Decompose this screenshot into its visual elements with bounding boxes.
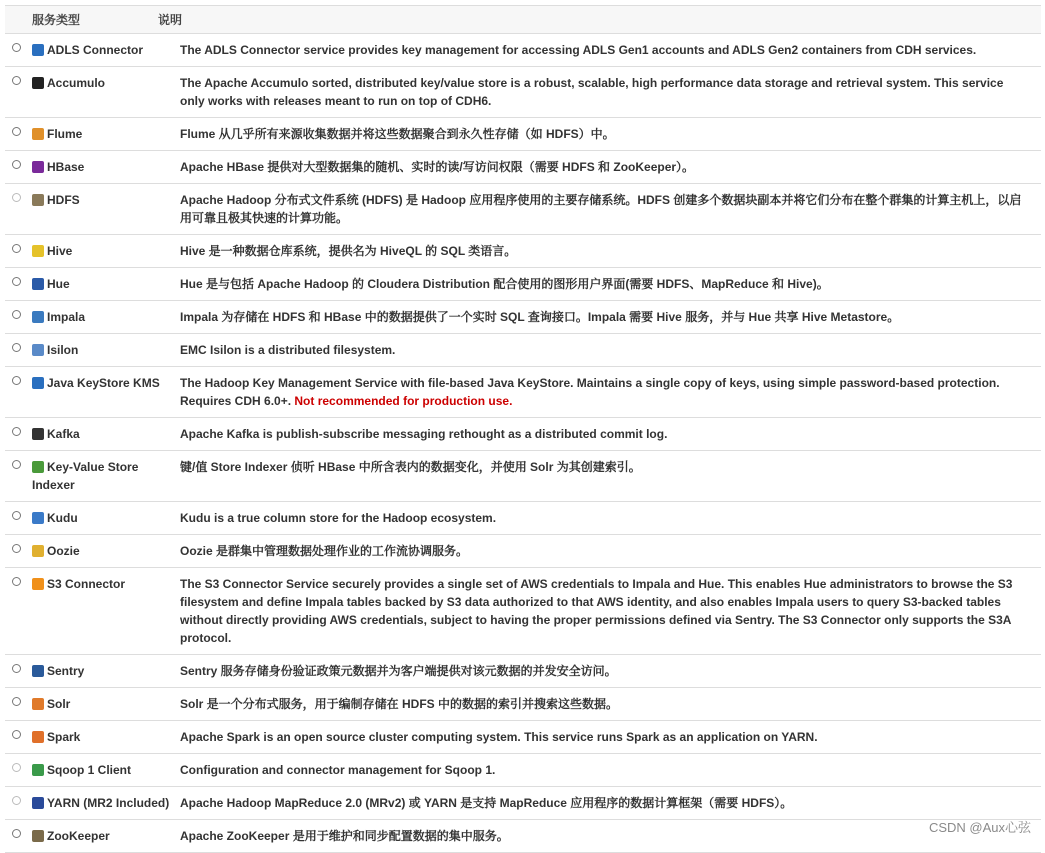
flume-icon [32,128,44,140]
service-name: Kafka [47,427,80,441]
table-header [5,6,1041,34]
table-row[interactable] [5,118,1041,151]
service-name: Hive [47,244,73,258]
table-row[interactable] [5,235,1041,268]
service-name: Oozie [47,544,80,558]
description-text: Hive 是一种数据仓库系统，提供名为 HiveQL 的 SQL 类语言。 [180,244,517,258]
description-text: Apache Hadoop MapReduce 2.0 (MRv2) 或 YARN 是支持 MapReduce 应用程序的数据计算框架（需要 HDFS）。 [180,796,793,810]
description-text: Configuration and connector management for Sqoop 1. [180,763,496,777]
service-radio[interactable] [12,277,21,286]
service-name: YARN (MR2 Included) [47,796,170,810]
table-row[interactable] [5,451,1041,502]
table-row[interactable] [5,151,1041,184]
service-description [180,509,1041,527]
kafka-icon [32,428,44,440]
service-description [180,827,1041,845]
service-description [180,308,1041,326]
description-text: Impala 为存储在 HDFS 和 HBase 中的数据提供了一个实时 SQL 查询接口。Impala 需要 Hive 服务，并与 Hue 共享 Hive Metastore。 [180,310,900,324]
service-name-cell [27,794,180,812]
service-description [180,191,1041,227]
sentry-icon [32,665,44,677]
service-description [180,275,1041,293]
service-radio[interactable] [12,310,21,319]
table-row[interactable] [5,787,1041,820]
service-radio[interactable] [12,511,21,520]
service-name: Isilon [47,343,79,357]
yarn-icon [32,797,44,809]
service-description [180,242,1041,260]
table-row[interactable] [5,34,1041,67]
service-radio[interactable] [12,160,21,169]
hdfs-icon [32,194,44,206]
service-name: HDFS [47,193,80,207]
description-text: Sentry 服务存储身份验证政策元数据并为客户端提供对该元数据的并发安全访问。 [180,664,617,678]
service-rows [5,34,1041,853]
description-text: Apache Spark is an open source cluster computing system. This service runs Spark as an application on YARN. [180,730,818,744]
header-service-type: 服务类型 [32,13,81,27]
description-text: Apache HBase 提供对大型数据集的随机、实时的读/写访问权限（需要 HDFS 和 ZooKeeper）。 [180,160,695,174]
watermark: CSDN @Aux心弦 [928,820,1031,835]
sqoop-icon [32,764,44,776]
solr-icon [32,698,44,710]
zookeeper-icon [32,830,44,842]
service-name-cell [27,308,180,326]
header-description: 说明 [158,13,183,27]
service-name: S3 Connector [47,577,126,591]
service-radio[interactable] [12,544,21,553]
table-row[interactable] [5,268,1041,301]
table-row[interactable] [5,502,1041,535]
service-name: ADLS Connector [47,43,143,57]
kudu-icon [32,512,44,524]
description-text: Apache Kafka is publish-subscribe messaging rethought as a distributed commit log. [180,427,668,441]
description-text: 键/值 Store Indexer 侦听 HBase 中所含表内的数据变化，并使用 Solr 为其创建索引。 [180,460,641,474]
service-description [180,662,1041,680]
table-row[interactable] [5,334,1041,367]
service-name-cell [27,575,180,593]
description-text: Apache ZooKeeper 是用于维护和同步配置数据的集中服务。 [180,829,509,843]
service-radio [12,193,21,202]
service-radio[interactable] [12,730,21,739]
service-description [180,695,1041,713]
service-name-cell [27,341,180,359]
service-name: Key-Value Store Indexer [32,460,139,492]
service-name: Flume [47,127,83,141]
service-name: Accumulo [47,76,106,90]
impala-icon [32,311,44,323]
service-radio[interactable] [12,244,21,253]
table-row[interactable] [5,367,1041,418]
accumulo-icon [32,77,44,89]
service-description [180,158,1041,176]
service-description [180,425,1041,443]
service-description [180,542,1041,560]
table-row[interactable] [5,418,1041,451]
service-name: Hue [47,277,70,291]
description-text: Hue 是与包括 Apache Hadoop 的 Cloudera Distribution 配合使用的图形用户界面(需要 HDFS、MapReduce 和 Hive)。 [180,277,829,291]
description-text: Flume 从几乎所有来源收集数据并将这些数据聚合到永久性存储（如 HDFS）中。 [180,127,615,141]
service-description [180,458,1041,476]
service-table [5,5,1041,853]
table-row[interactable] [5,688,1041,721]
spark-icon [32,731,44,743]
service-radio[interactable] [12,697,21,706]
table-row[interactable] [5,535,1041,568]
service-name-cell [27,242,180,260]
service-name-cell [27,41,180,59]
service-description [180,74,1041,110]
service-description [180,41,1041,59]
isilon-icon [32,344,44,356]
indexer-icon [32,461,44,473]
service-description [180,125,1041,143]
service-description [180,374,1041,410]
service-name-cell [27,425,180,443]
service-radio[interactable] [12,127,21,136]
service-name-cell [27,374,180,392]
service-radio[interactable] [12,427,21,436]
table-row[interactable] [5,721,1041,754]
table-row[interactable] [5,301,1041,334]
table-row[interactable] [5,754,1041,787]
description-text: EMC Isilon is a distributed filesystem. [180,343,396,357]
service-name-cell [27,74,180,92]
service-name: Impala [47,310,86,324]
key-icon [32,377,44,389]
cloud-icon [32,578,44,590]
service-description [180,794,1041,812]
table-row[interactable] [5,67,1041,118]
service-radio[interactable] [12,460,21,469]
service-name: Solr [47,697,71,711]
service-name: Sqoop 1 Client [47,763,131,777]
service-radio[interactable] [12,43,21,52]
service-name-cell [27,275,180,293]
hue-icon [32,278,44,290]
description-text: Solr 是一个分布式服务，用于编制存储在 HDFS 中的数据的索引并搜索这些数据。 [180,697,619,711]
service-name: Sentry [47,664,85,678]
service-description [180,575,1041,647]
service-name: HBase [47,160,85,174]
service-name-cell [27,695,180,713]
hive-icon [32,245,44,257]
description-text: The Hadoop Key Management Service with file-based Java KeyStore. Maintains a single copy of keys, using simple password-based protection. Requires CDH 6.0+. [180,376,1000,408]
service-description [180,761,1041,779]
table-row[interactable] [5,820,1041,853]
service-name-cell [27,458,180,494]
description-text: Kudu is a true column store for the Hadoop ecosystem. [180,511,497,525]
service-radio[interactable] [12,664,21,673]
service-radio[interactable] [12,577,21,586]
service-name-cell [27,761,180,779]
oozie-icon [32,545,44,557]
service-name: Spark [47,730,81,744]
service-radio[interactable] [12,76,21,85]
service-name: Kudu [47,511,78,525]
description-text: The ADLS Connector service provides key management for accessing ADLS Gen1 accounts and ADLS Gen2 containers from CDH services. [180,43,977,57]
service-name-cell [27,191,180,209]
folder-cloud-icon [32,44,44,56]
service-name-cell [27,728,180,746]
description-text: The Apache Accumulo sorted, distributed key/value store is a robust, scalable, high performance data storage and retrieval system. This service only works with releases meant to run on top of CDH6. [180,76,1004,108]
service-name: ZooKeeper [47,829,110,843]
table-row[interactable] [5,655,1041,688]
description-text: The S3 Connector Service securely provides a single set of AWS credentials to Impala and Hue. This enables Hue administrators to browse the S3 filesystem and define Impala tables backed by S3 data authorized to that AWS identity, and also enables Impala users to query S3-backed tables without directly providing AWS credentials, subject to having the proper permissions defined via Sentry. The S3 Connector only supports the S3A protocol. [180,577,1013,645]
service-radio[interactable] [12,376,21,385]
service-name-cell [27,125,180,143]
service-name-cell [27,827,180,845]
service-name-cell [27,542,180,560]
service-name: Java KeyStore KMS [47,376,160,390]
description-text: Oozie 是群集中管理数据处理作业的工作流协调服务。 [180,544,469,558]
service-description [180,728,1041,746]
table-row[interactable] [5,568,1041,655]
warning-text: Not recommended for production use. [294,394,513,408]
service-name-cell [27,662,180,680]
service-radio [12,796,21,805]
service-radio [12,763,21,772]
service-radio[interactable] [12,829,21,838]
hbase-icon [32,161,44,173]
table-row[interactable] [5,184,1041,235]
service-name-cell [27,509,180,527]
service-radio[interactable] [12,343,21,352]
service-name-cell [27,158,180,176]
description-text: Apache Hadoop 分布式文件系统 (HDFS) 是 Hadoop 应用程序使用的主要存储系统。HDFS 创建多个数据块副本并将它们分布在整个群集的计算主机上，以启用可靠且极其快速的计算功能。 [180,193,1022,225]
service-description [180,341,1041,359]
